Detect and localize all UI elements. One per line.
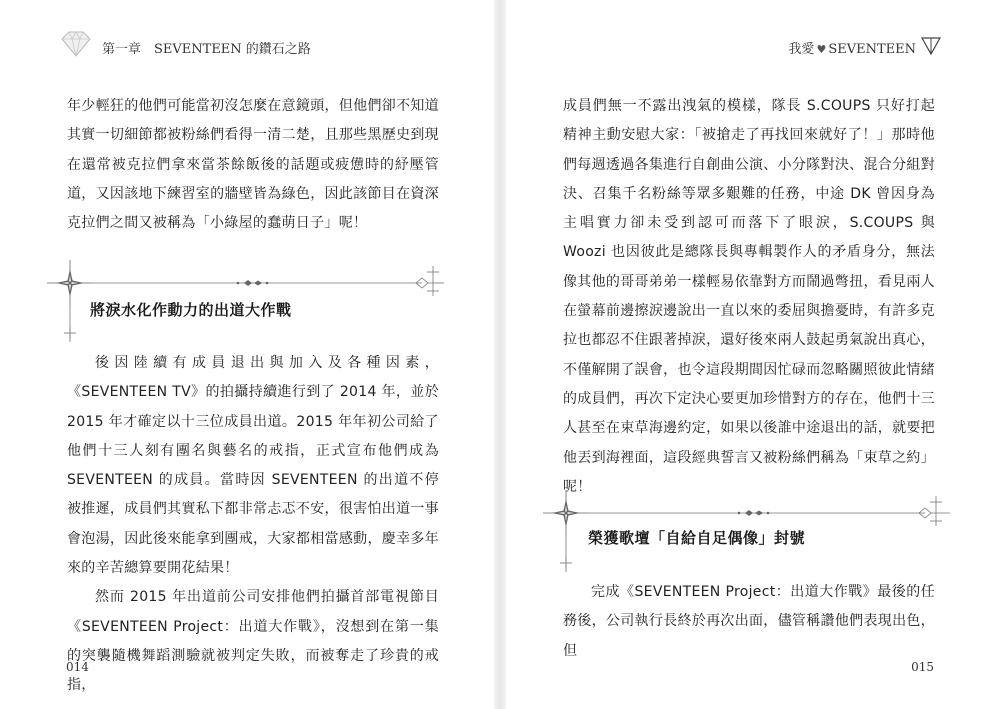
diamond-logo-icon [58,30,94,58]
right-paragraph-1 [563,92,935,502]
sparkle-ornament-icon [543,490,589,536]
chapter-header: 第一章 SEVENTEEN 的鑽石之路 [102,42,311,57]
paragraph-text: 年少輕狂的他們可能當初沒怎麼在意鏡頭，但他們卻不知道其實一切細節都被粉絲們看得一清二楚，且那些黑歷史到現在還常被克拉們拿來當茶餘飯後的話題或疲憊時的紓壓管道，又因該地下練習室的牆壁皆為綠色，因此該節目在資深克拉們之間又被稱為「小綠屋的蠢萌日子」呢！ [67,98,439,232]
sparkle-ornament-icon [47,260,93,306]
page-number: 015 [911,660,934,674]
paragraph-text: 後因陸續有成員退出與加入及各種因素，《SEVENTEEN TV》的拍攝持續進行到了 2014 年，並於 2015 年才確定以十三位成員出道。2015 年年初公司給了他們十三人刻有團名與藝名的戒指，正式宣布他們成為 SEVENTEEN 的成員。當時因 SEVENTEEN 的出道不停被推遲，成員們其實私下都非常忐忑不安，很害怕出道一事會泡湯，因此後來能拿到團戒，大家都相當感動，慶幸多年來的辛苦總算要開花結果！ [67,355,439,577]
paragraph-text: 成員們無一不露出洩氣的模樣，隊長 S.COUPS 只好打起精神主動安慰大家：「被搶走了再找回來就好了！」那時他們每週透過各集進行自創曲公演、小分隊對決、混合分組對決、召集千名粉絲等眾多艱難的任務，中途 DK 曾因身為主唱實力卻未受到認可而落下了眼淚，S.COUPS 與 Woozi 也因彼此是總隊長與專輯製作人的矛盾身分，無法像其他的哥哥弟弟一樣輕易依靠對方而鬧過彆扭，看見兩人在螢幕前邊擦淚邊說出一直以來的委屈與擔憂時，有許多克拉也都忍不住跟著掉淚，還好後來兩人鼓起勇氣說出真心，不僅解開了誤會，也令這段期間因忙碌而忽略關照彼此情緒的成員們，再次下定決心要更加珍惜對方的存在，他們十三人甚至在束草海邊約定，如果以後誰中途退出的話，就要把他丟到海裡面，這段經典誓言又被粉絲們稱為「束草之約」呢！ [563,98,935,495]
section-title: 將淚水化作動力的出道大作戰 [90,301,292,319]
book-header [788,38,916,57]
page-number: 014 [66,660,89,674]
section-title: 榮獲歌壇「自給自足偶像」封號 [588,529,806,547]
header-prefix: 我愛 [788,42,815,57]
left-paragraph-2 [67,349,439,701]
paragraph-text: 完成《SEVENTEEN Project：出道大作戰》最後的任務後，公司執行長終於再次出面，儘管稱讚他們表現出色，但 [563,584,935,659]
heart-icon: ♥ [816,43,827,56]
left-paragraph-1 [67,92,439,238]
paragraph-text: 然而 2015 年出道前公司安排他們拍攝首部電視節目《SEVENTEEN Project：出道大作戰》，沒想到在第一集的突襲隨機舞蹈測驗就被判定失敗，而被奪走了珍貴的戒指， [67,589,439,694]
right-paragraph-2 [563,578,935,666]
seventeen-v-logo-icon [920,36,942,56]
header-suffix: SEVENTEEN [828,42,916,57]
